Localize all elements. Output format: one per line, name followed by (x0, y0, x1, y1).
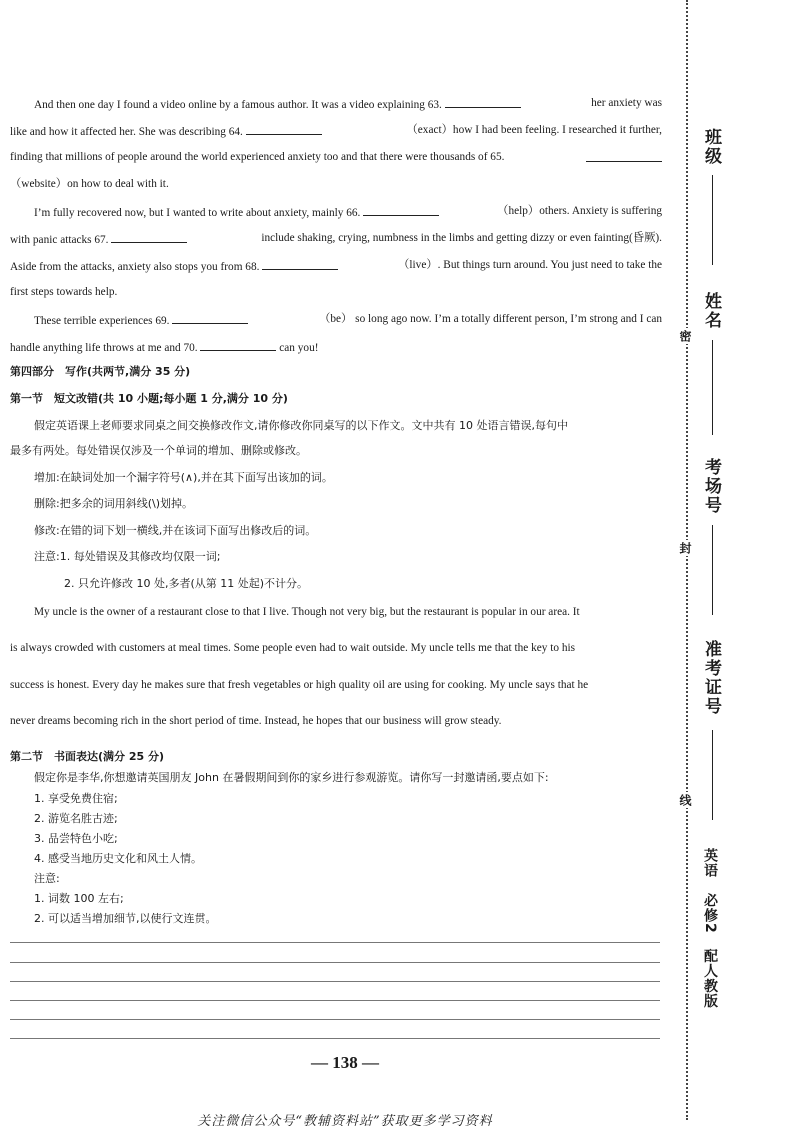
section2-heading: 第二节 书面表达(满分 25 分) (10, 750, 165, 763)
passage-text: finding that millions of people around the world experienced anxiety too and that there were thousands of 65. (10, 151, 505, 163)
note-text: 2. 只允许修改 10 处,多者(从第 11 处起)不计分。 (64, 577, 309, 590)
writing-line[interactable] (10, 1038, 660, 1039)
note-text: 2. 可以适当增加细节,以使行文连贯。 (34, 912, 217, 925)
admission-id-field[interactable] (712, 730, 713, 820)
exam-room-field[interactable] (712, 525, 713, 615)
passage-text: （be） so long ago now. I’m a totally different person, I’m strong and I can (319, 313, 662, 325)
passage-line (10, 312, 662, 328)
passage-text: I’m fully recovered now, but I wanted to write about anxiety, mainly 66. (34, 207, 361, 219)
writing-point: 3. 品尝特色小吃; (34, 832, 118, 845)
writing-prompt: 假定你是李华,你想邀请英国朋友 John 在暑假期间到你的家乡进行参观游览。请你写一封邀请函,要点如下: (34, 771, 549, 784)
passage-text: include shaking, crying, numbness in the limbs and getting dizzy or even fainting(昏厥). (261, 232, 662, 244)
passage-text: can you! (279, 342, 319, 354)
passage-line (10, 204, 662, 220)
answer-blank-63[interactable] (445, 96, 521, 108)
essay-line: success is honest. Every day he makes sure that fresh vegetables or high quality oil are using for cooking. My uncle says that he (10, 679, 589, 691)
name-field[interactable] (712, 340, 713, 435)
passage-line (10, 258, 662, 274)
passage-text: first steps towards help. (10, 286, 118, 298)
name-label: 姓名 (701, 292, 721, 330)
writing-line[interactable] (10, 942, 660, 943)
passage-line (10, 123, 662, 139)
passage-line (10, 285, 662, 299)
passage-text: （help）others. Anxiety is suffering (497, 205, 662, 217)
writing-line[interactable] (10, 981, 660, 982)
seal-mark-feng: 封 (678, 542, 692, 554)
instruction-text: 假定英语课上老师要求同桌之间交换修改作文,请你修改你同桌写的以下作文。文中共有 10 处语言错误,每句中 (34, 419, 568, 432)
passage-line (10, 150, 662, 164)
binding-dotted-line (686, 0, 688, 1120)
passage-text: And then one day I found a video online by a famous author. It was a video explaining 63. (34, 99, 442, 111)
passage-text: handle anything life throws at me and 70. (10, 342, 198, 354)
instruction-text: 最多有两处。每处错误仅涉及一个单词的增加、删除或修改。 (10, 444, 307, 457)
writing-point: 1. 享受免费住宿; (34, 792, 118, 805)
note-text: 1. 词数 100 左右; (34, 892, 124, 905)
footer-note: 关注微信公众号“教辅资料站”获取更多学习资料 (197, 1114, 493, 1129)
essay-line: My uncle is the owner of a restaurant close to that I live. Though not very big, but the restaurant is popular in our area. It (34, 606, 580, 618)
passage-text: These terrible experiences 69. (34, 315, 170, 327)
passage-text: （website）on how to deal with it. (10, 178, 169, 190)
exam-room-label: 考场号 (701, 458, 721, 515)
answer-blank-66[interactable] (363, 204, 439, 216)
part4-heading: 第四部分 写作(共两节,满分 35 分) (10, 365, 191, 378)
answer-blank-68[interactable] (262, 258, 338, 270)
essay-line: never dreams becoming rich in the short period of time. Instead, he hopes that our business will grow steady. (10, 715, 502, 727)
writing-line[interactable] (10, 1019, 660, 1020)
instruction-modify: 修改:在错的词下划一横线,并在该词下面写出修改后的词。 (34, 524, 317, 537)
passage-text: （live）. But things turn around. You just need to take the (398, 259, 662, 271)
passage-text: like and how it affected her. She was describing 64. (10, 126, 243, 138)
answer-blank-65[interactable] (586, 150, 662, 162)
passage-text: Aside from the attacks, anxiety also stops you from 68. (10, 261, 260, 273)
seal-mark-mi: 密 (678, 330, 692, 342)
writing-line[interactable] (10, 1000, 660, 1001)
writing-line[interactable] (10, 962, 660, 963)
passage-line (10, 96, 662, 112)
book-label: 英语 必修2 配人教版 (702, 848, 718, 1009)
instruction-delete: 删除:把多余的词用斜线(\)划掉。 (34, 497, 193, 510)
answer-blank-64[interactable] (246, 123, 322, 135)
passage-text: with panic attacks 67. (10, 234, 109, 246)
writing-point: 4. 感受当地历史文化和风土人情。 (34, 852, 202, 865)
page-number: — 138 — (311, 1053, 379, 1072)
passage-text: （exact）how I had been feeling. I researched it further, (406, 124, 662, 136)
answer-blank-69[interactable] (172, 312, 248, 324)
section1-heading: 第一节 短文改错(共 10 小题;每小题 1 分,满分 10 分) (10, 392, 288, 405)
answer-blank-70[interactable] (200, 339, 276, 351)
passage-line (10, 339, 662, 355)
passage-line (10, 231, 662, 247)
note-label: 注意: (34, 872, 60, 885)
answer-blank-67[interactable] (111, 231, 187, 243)
essay-line: is always crowded with customers at meal times. Some people even had to wait outside. My uncle tells me that the key to his (10, 642, 576, 654)
passage-line (10, 177, 662, 191)
class-field[interactable] (712, 175, 713, 265)
writing-point: 2. 游览名胜古迹; (34, 812, 118, 825)
note-text: 注意:1. 每处错误及其修改均仅限一词; (34, 550, 221, 563)
passage-text: her anxiety was (591, 97, 662, 109)
class-label: 班级 (701, 128, 721, 166)
seal-mark-xian: 线 (678, 794, 692, 806)
admission-id-label: 准考证号 (701, 640, 721, 716)
instruction-add: 增加:在缺词处加一个漏字符号(∧),并在其下面写出该加的词。 (34, 471, 333, 484)
